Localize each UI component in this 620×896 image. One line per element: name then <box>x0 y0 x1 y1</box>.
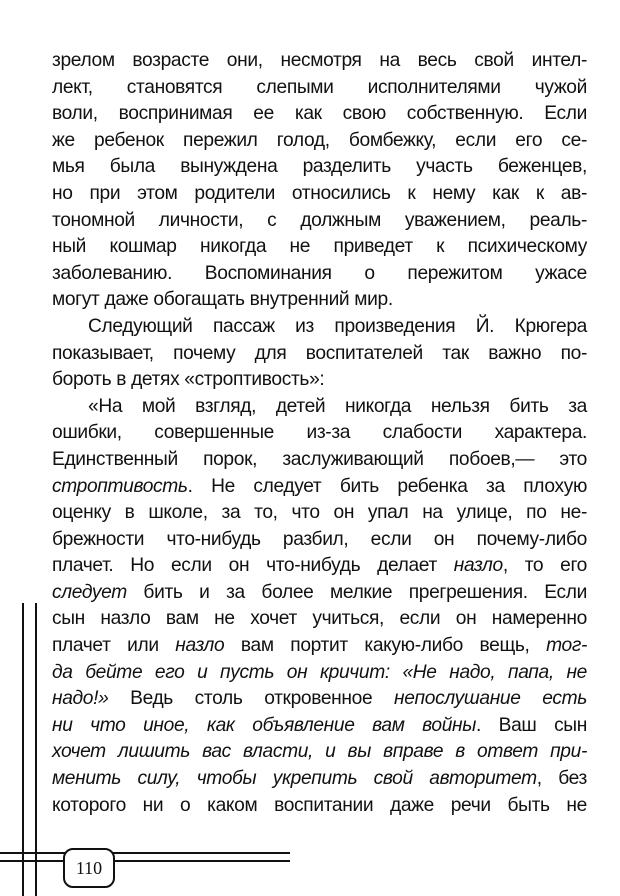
text-line: показывает, почему для воспитателей так важно по- <box>52 342 587 364</box>
footer-rule <box>0 852 290 854</box>
text-line: менить силу, чтобы укрепить свой авторитет, без <box>52 768 587 790</box>
text-line: бороть в детях «строптивость»: <box>52 369 325 391</box>
text-line: лект, становятся слепыми исполнителями чужой <box>52 76 587 98</box>
text-line: следует бить и за более мелкие прегрешения. Если <box>52 581 587 603</box>
text-line: зрелом возрасте они, несмотря на весь свой интел- <box>52 50 587 71</box>
text-line: которого ни о каком воспитании даже речи быть не <box>52 794 587 816</box>
text-line: могут даже обогащать внутренний мир. <box>52 289 393 311</box>
text-line: же ребенок пережил голод, бомбежку, если его се- <box>52 129 587 151</box>
text-line: воли, воспринимая ее как свою собственную. Если <box>52 103 587 125</box>
text-line: но при этом родители относились к нему как к ав- <box>52 182 587 204</box>
page-number-label: 110 <box>75 857 103 878</box>
text-line: надо!» Ведь столь откровенное непослушание есть <box>52 688 587 710</box>
page-number <box>63 848 115 888</box>
text-line: тономной личности, с должным уважением, реаль- <box>52 209 587 231</box>
text-line: строптивость. Не следует бить ребенка за плохую <box>52 475 587 497</box>
text-line: плачет или назло вам портит какую-либо вещь, тог- <box>52 635 587 657</box>
text-line: «На мой взгляд, детей никогда нельзя бить за <box>88 395 587 417</box>
text-line: ни что иное, как объявление вам войны. Ваш сын <box>52 714 587 736</box>
text-line: плачет. Но если он что-нибудь делает назло, то его <box>52 555 587 577</box>
text-line: заболеванию. Воспоминания о пережитом ужасе <box>52 262 587 284</box>
text-line: Единственный порок, заслуживающий побоев,— это <box>52 448 587 470</box>
text-line: брежности что-нибудь разбил, если он почему-либо <box>52 528 587 550</box>
text-line: оценку в школе, за то, что он упал на улице, по не- <box>52 502 587 524</box>
text-line: Следующий пассаж из произведения Й. Крюгера <box>88 315 587 337</box>
text-line: хочет лишить вас власти, и вы вправе в ответ при- <box>52 741 587 763</box>
text-line: да бейте его и пусть он кричит: «Не надо, папа, не <box>52 661 587 683</box>
text-line: мья была вынуждена разделить участь беженцев, <box>52 156 587 178</box>
text-line: сын назло вам не хочет учиться, если он намеренно <box>52 608 587 630</box>
body-text <box>52 48 587 819</box>
footer-rule <box>0 860 290 862</box>
text-line: ошибки, совершенные из-за слабости характера. <box>52 422 587 444</box>
text-line: ный кошмар никогда не приведет к психическому <box>52 236 587 258</box>
